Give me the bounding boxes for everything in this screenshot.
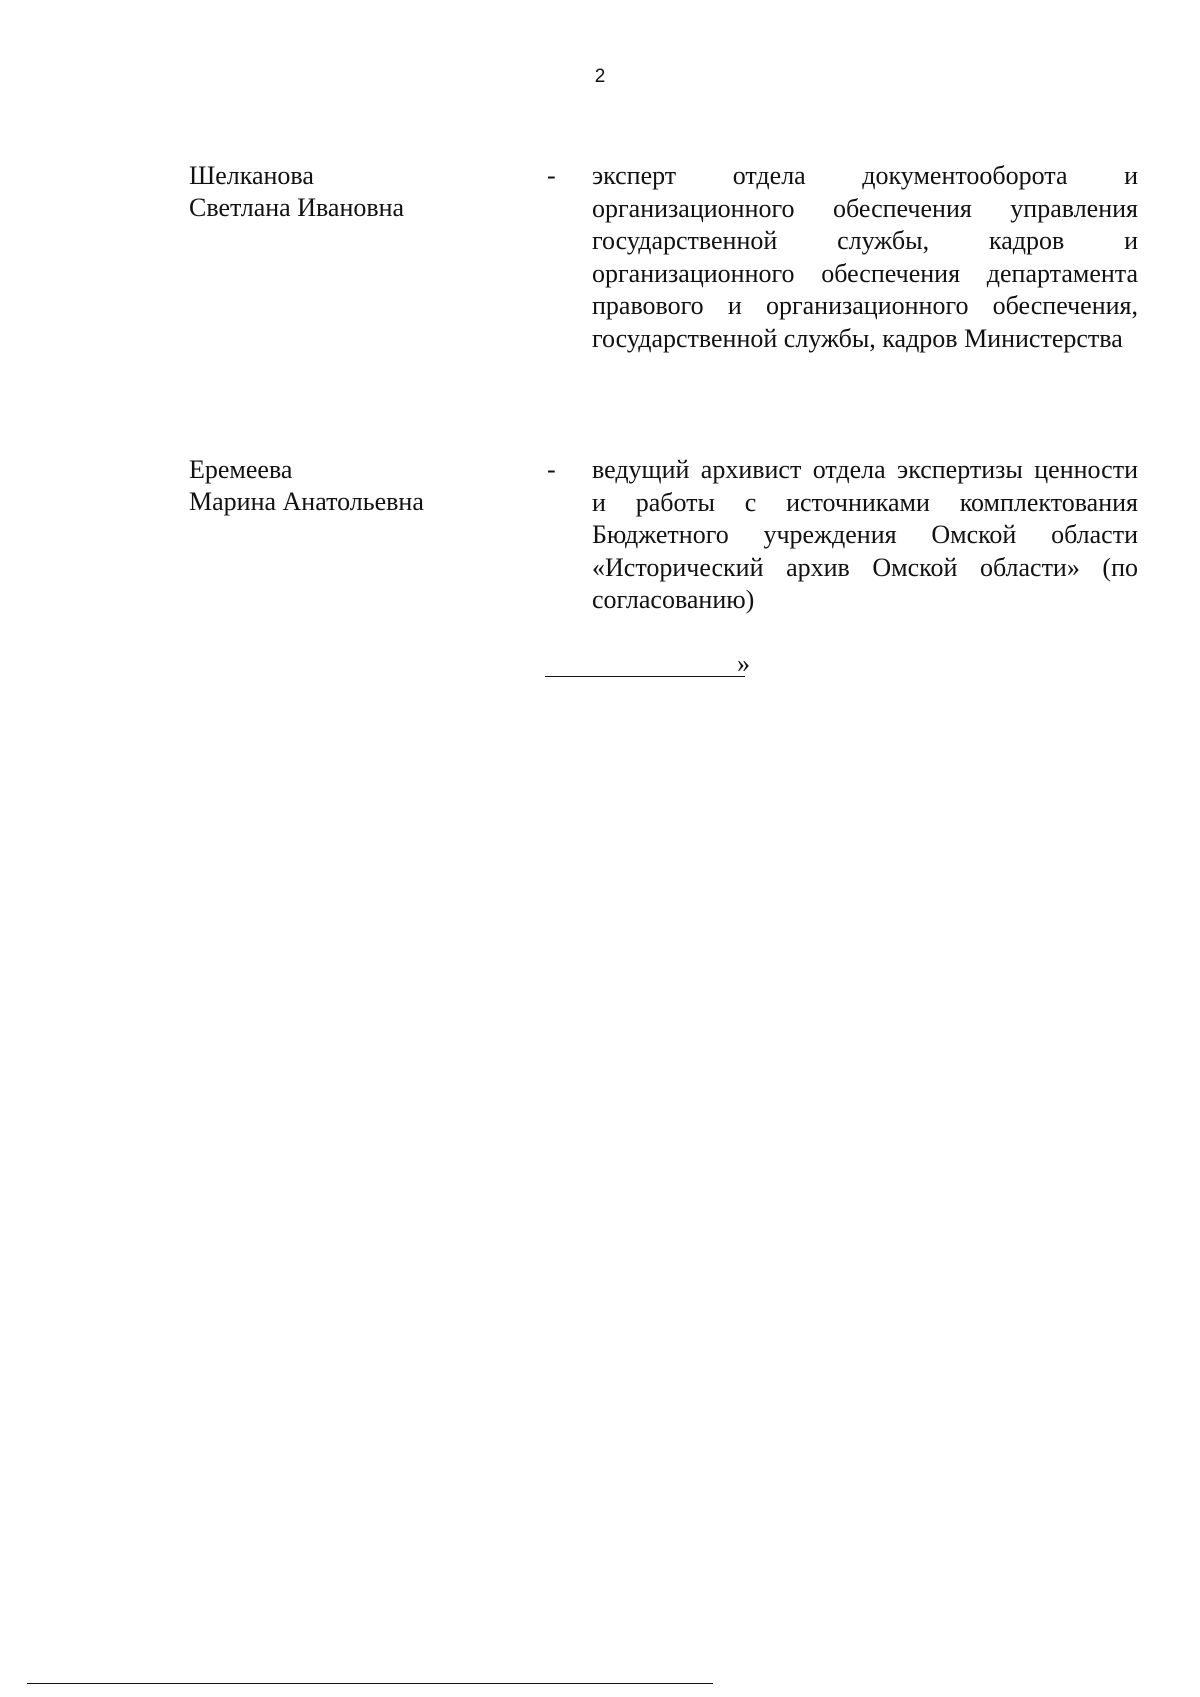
member-position: эксперт отдела документооборота и организационного обеспечения управления государственной службы, кадров и организационного обеспечения департамента правового и организационного обеспечения, государственной службы, кадров Министерства: [592, 161, 1138, 353]
entry-dash: -: [547, 161, 556, 190]
member-name: [189, 160, 404, 224]
closing-mark: [545, 648, 750, 680]
member-given-names: Марина Анатольевна: [189, 487, 424, 516]
entry-dash: -: [547, 455, 556, 484]
member-name: [189, 454, 424, 518]
member-given-names: Светлана Ивановна: [189, 193, 405, 222]
footer-rule: [27, 1683, 713, 1684]
page-number: 2: [594, 66, 606, 87]
member-position: ведущий архивист отдела экспертизы ценности и работы с источниками комплектования Бюджетного учреждения Омской области «Исторический архив Омской области» (по согласованию): [592, 455, 1138, 614]
closing-underline: [545, 676, 745, 677]
closing-quote: »: [737, 649, 750, 678]
member-surname: Шелканова: [189, 161, 314, 190]
member-surname: Еремеева: [189, 455, 293, 484]
